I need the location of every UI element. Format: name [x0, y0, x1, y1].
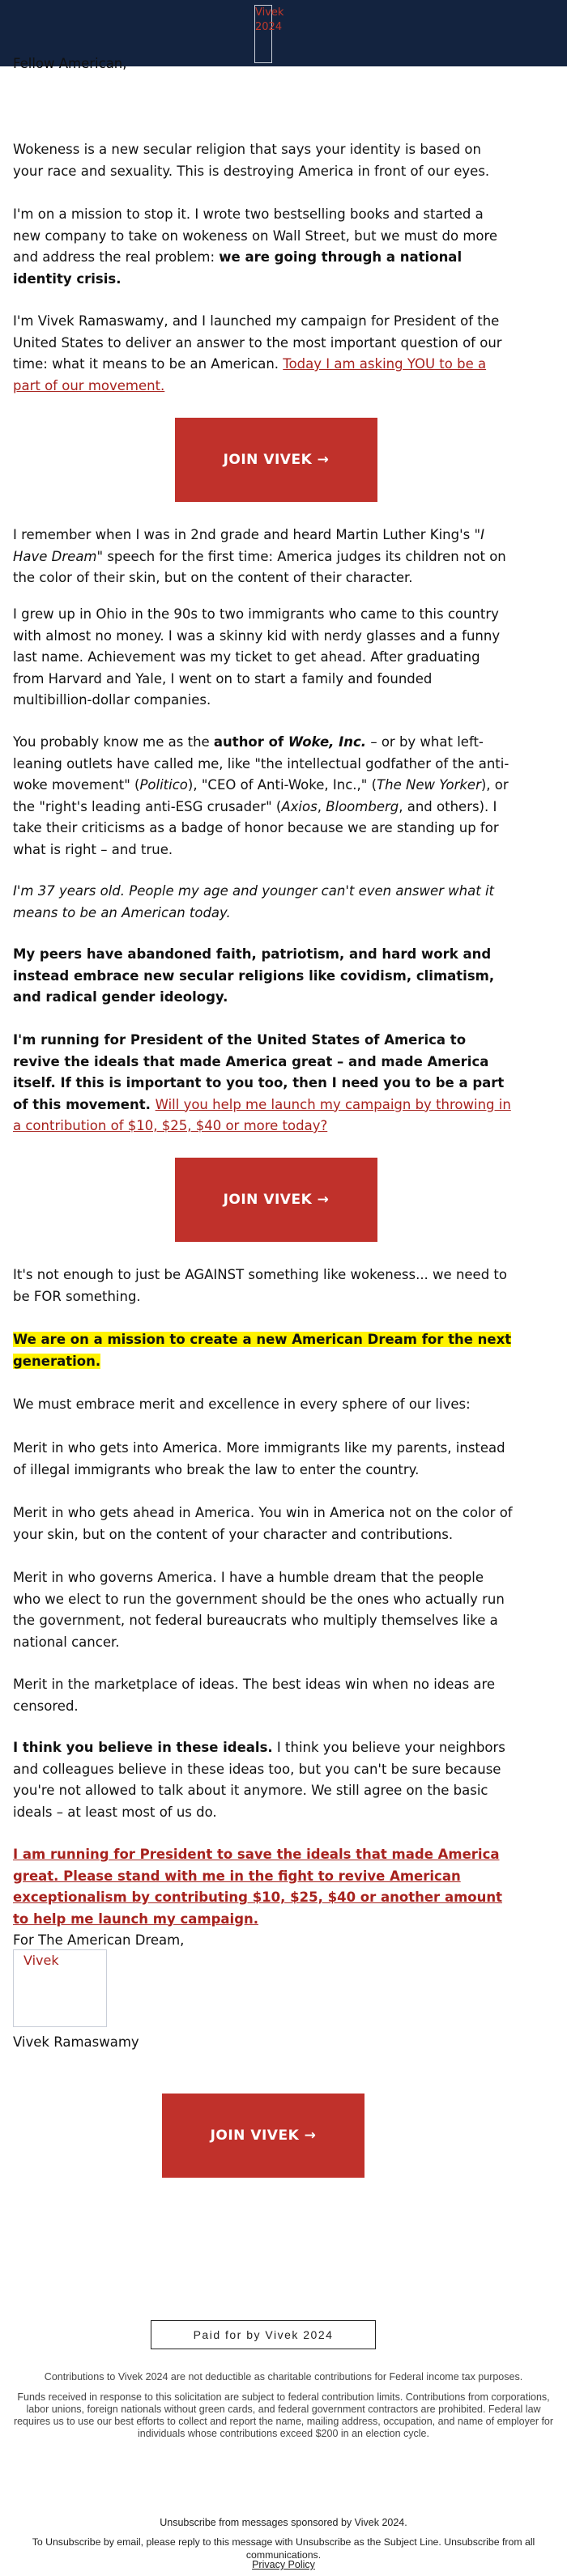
author-text-h: ), or the "right's leading anti-ESG crusader" (: [13, 777, 509, 814]
politico-source: Politico: [139, 777, 188, 793]
author-text-l: , and others). I take their criticisms as a badge of honor because we are standing up for what is right – and true.: [13, 798, 499, 857]
paragraph-mission: [13, 204, 515, 290]
paragraph-mlk: [13, 525, 515, 589]
author-text-a: You probably know me as the: [13, 734, 214, 750]
new-yorker-source: The New Yorker: [377, 777, 481, 793]
paragraph-author: [13, 732, 515, 861]
signature-alt-text: Vivek: [23, 1953, 59, 1968]
join-vivek-button[interactable]: JOIN VIVEK →: [175, 418, 377, 502]
mlk-speech-title: "I Have Dream": [13, 527, 484, 564]
paragraph-not-enough: It's not enough to just be AGAINST something like wokeness... we need to be FOR something.: [13, 1267, 507, 1304]
paragraph-save-ideals: [13, 1844, 515, 1930]
running-bold: I'm running for President of the United States of America to revive the ideals that made America great – and made America itself. If this is important to you too, then I need you to be a part of this movement.: [13, 1032, 505, 1112]
contribution-link-2[interactable]: I am running for President to save the ideals that made America great. Please stand with me in the fight to revive American exceptionalism by contributing $10, $25, $40 or another amount to help me launch my campaign.: [13, 1847, 502, 1927]
join-vivek-button-3[interactable]: JOIN VIVEK →: [162, 2094, 364, 2178]
disclaimer-tax: Contributions to Vivek 2024 are not deductible as charitable contributions for Federal income tax purposes.: [44, 2371, 523, 2383]
paragraph-peers: My peers have abandoned faith, patriotism, and hard work and instead embrace new secular religions like covidism, climatism, and radical gender ideology.: [13, 946, 495, 1005]
disclaimer-limits: Funds received in response to this solicitation are subject to federal contribution limits. Contributions from corporations, labor unions, foreign nationals without green cards, and federal government contractors are prohibited. Federal law requires us to use our best efforts to collect and report the name, mailing address, occupation, and name of employer for individuals whose contributions exceed $200 in an election cycle.: [13, 2391, 554, 2439]
paragraph-campaign: [13, 311, 515, 397]
author-text-d: – or by what left-leaning outlets have called me, like "the intellectual godfather of the anti-woke movement" (: [13, 734, 509, 793]
believe-bold: I think you believe in these ideals.: [13, 1740, 273, 1755]
signer-name: Vivek Ramaswamy: [13, 2034, 139, 2050]
mlk-text-start: I remember when I was in 2nd grade and heard Martin Luther King's: [13, 527, 475, 542]
axios-source: Axios: [281, 798, 318, 814]
paragraph-merit-immigration: Merit in who gets into America. More immigrants like my parents, instead of illegal immigrants who break the law to enter the country.: [13, 1440, 505, 1477]
mlk-text-end: speech for the first time: America judges its children not on the color of their skin, but on the content of their character.: [13, 548, 506, 585]
paragraph-merit-ideas: Merit in the marketplace of ideas. The best ideas win when no ideas are censored.: [13, 1677, 496, 1714]
mission-highlight: We are on a mission to create a new American Dream for the next generation.: [13, 1332, 512, 1369]
paragraph-ohio: I grew up in Ohio in the 90s to two immigrants who came to this country with almost no money. I was a skinny kid with nerdy glasses and a funny last name. Achievement was my ticket to get ahead. After graduating from Harvard and Yale, I went on to start a family and founded multibillion-dollar companies.: [13, 606, 501, 708]
paragraph-merit-intro: We must embrace merit and excellence in every sphere of our lives:: [13, 1396, 471, 1412]
logo-alt-text: Vivek 2024: [255, 6, 284, 33]
identity-crisis-bold: we are going through a national identity crisis.: [13, 249, 463, 287]
unsubscribe-text[interactable]: Unsubscribe from messages sponsored by Vivek 2024.: [160, 2517, 407, 2528]
author-text-j: ,: [317, 798, 326, 814]
privacy-policy-link[interactable]: Privacy Policy: [252, 2559, 315, 2570]
greeting: Fellow American,: [13, 56, 127, 71]
paid-for-box: Paid for by Vivek 2024: [151, 2320, 376, 2349]
book-title: Woke, Inc.: [288, 734, 367, 750]
paragraph-merit-ahead: Merit in who gets ahead in America. You win in America not on the color of your skin, but on the content of your character and contributions.: [13, 1505, 513, 1542]
paragraph-wokeness: Wokeness is a new secular religion that says your identity is based on your race and sexuality. This is destroying America in front of our eyes.: [13, 142, 490, 179]
signature-image: [13, 1949, 107, 2027]
contribution-link-1[interactable]: Will you help me launch my campaign by throwing in a contribution of $10, $25, $40 or more today?: [13, 1096, 511, 1133]
author-text-f: ), "CEO of Anti-Woke, Inc.," (: [187, 777, 377, 793]
unsubscribe-email-text: To Unsubscribe by email, please reply to this message with Unsubscribe as the Subject Line. Unsubscribe from all communications.: [32, 2536, 535, 2561]
campaign-text: I'm Vivek Ramaswamy, and I launched my campaign for President of the United States to deliver an answer to the most important question of our time: what it means to be an American.: [13, 313, 502, 372]
mission-text: I'm on a mission to stop it. I wrote two bestselling books and started a new company to take on wokeness on Wall Street, but we must do more and address the real problem:: [13, 206, 498, 265]
join-vivek-button-2[interactable]: JOIN VIVEK →: [175, 1158, 377, 1242]
author-bold: author of: [213, 734, 288, 750]
paragraph-age: I'm 37 years old. People my age and younger can't even answer what it means to be an American today.: [13, 883, 495, 920]
believe-text: I think you believe your neighbors and colleagues believe in these ideas too, but you can't be sure because you're not allowed to talk about it anymore. We still agree on the basic ideals – at least most of us do.: [13, 1740, 505, 1820]
paragraph-mission-highlight: [13, 1329, 515, 1372]
paragraph-believe: [13, 1737, 515, 1823]
paragraph-merit-governs: Merit in who governs America. I have a humble dream that the people who we elect to run the government should be the ones who actually run the government, not federal bureaucrats who multiply themselves like a national cancer.: [13, 1570, 505, 1650]
bloomberg-source: Bloomberg: [326, 798, 399, 814]
closing: For The American Dream,: [13, 1932, 185, 1948]
paragraph-running: [13, 1030, 515, 1137]
join-movement-link[interactable]: Today I am asking YOU to be a part of our movement.: [13, 356, 487, 393]
